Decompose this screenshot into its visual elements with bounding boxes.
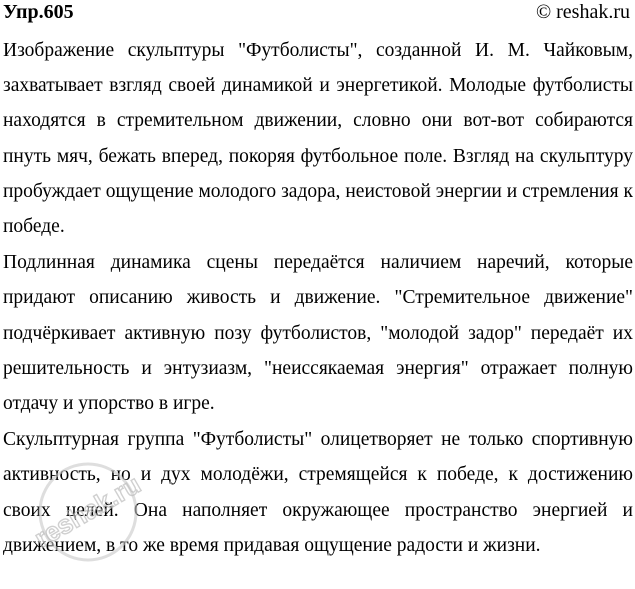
answer-text xyxy=(3,33,633,564)
page-header xyxy=(0,0,635,26)
exercise-title: Упр.605 xyxy=(3,1,74,23)
paragraph-1: Изображение скульптуры "Футболисты", созданной И. М. Чайковым, захватывает взгляд своей динамикой и энергетикой. Молодые футболисты находятся в стремительном движении, словно они вот-вот собираются пнуть мяч, бежать вперед, покоряя футбольное поле. Взгляд на скульптуру пробуждает ощущение молодого задора, неистовой энергии и стремления к победе. xyxy=(3,40,633,238)
paragraph-3: Скульптурная группа "Футболисты" олицетворяет не только спортивную активность, но и дух молодёжи, стремящейся к победе, к достижению своих целей. Она наполняет окружающее пространство энергией и движением, в то же время придавая ощущение радости и жизни. xyxy=(3,429,633,556)
paragraph-2: Подлинная динамика сцены передаётся наличием наречий, которые придают описанию живость и движение. "Стремительное движение" подчёркивает активную позу футболистов, "молодой задор" передаёт их решительность и энтузиазм, "неиссякаемая энергия" отражает полную отдачу и упорство в игре. xyxy=(3,252,633,415)
watermark-text: reshak.ru xyxy=(29,468,146,554)
source-credit: © reshak.ru xyxy=(535,1,630,23)
